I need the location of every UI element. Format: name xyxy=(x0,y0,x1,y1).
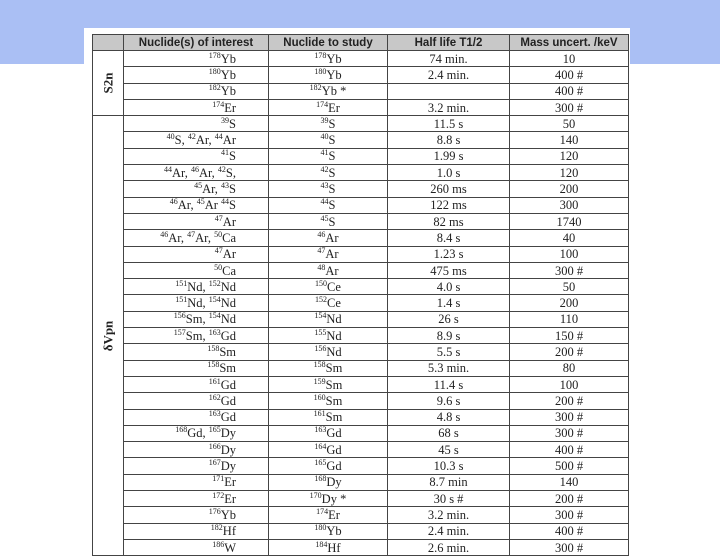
nuclide-of-interest-cell: $^{156}$Sm, $^{154}$Nd xyxy=(124,311,269,327)
table-row xyxy=(93,523,629,539)
mass-uncertainty-cell: 50 xyxy=(510,116,629,132)
mass-uncertainty-cell: 200 xyxy=(510,181,629,197)
mass-uncertainty-cell: 120 xyxy=(510,165,629,181)
half-life-cell: 45 s xyxy=(388,442,510,458)
nuclide-of-interest-cell: $^{172}$Er xyxy=(124,491,269,507)
mass-uncertainty-cell: 400 # xyxy=(510,523,629,539)
nuclide-of-interest-cell: $^{158}$Sm xyxy=(124,360,269,376)
nuclide-to-study-cell: $^{45}$S xyxy=(269,213,388,229)
table-row xyxy=(93,491,629,507)
table-row xyxy=(93,360,629,376)
header-half-life: Half life T1/2 xyxy=(388,35,510,51)
table-row xyxy=(93,246,629,262)
mass-uncertainty-cell: 140 xyxy=(510,132,629,148)
half-life-cell: 260 ms xyxy=(388,181,510,197)
nuclide-to-study-cell: $^{48}$Ar xyxy=(269,262,388,278)
mass-uncertainty-cell: 200 # xyxy=(510,344,629,360)
nuclide-of-interest-cell: $^{46}$Ar, $^{45}$Ar $^{44}$S xyxy=(124,197,269,213)
half-life-cell: 3.2 min. xyxy=(388,99,510,115)
half-life-cell: 11.4 s xyxy=(388,376,510,392)
table-row xyxy=(93,507,629,523)
nuclide-to-study-cell: $^{164}$Gd xyxy=(269,442,388,458)
table-row xyxy=(93,474,629,490)
mass-uncertainty-cell: 300 # xyxy=(510,409,629,425)
nuclide-to-study-cell: $^{40}$S xyxy=(269,132,388,148)
table-row xyxy=(93,132,629,148)
table-row xyxy=(93,279,629,295)
half-life-cell: 1.99 s xyxy=(388,148,510,164)
nuclide-to-study-cell: $^{156}$Nd xyxy=(269,344,388,360)
nuclide-to-study-cell: $^{46}$Ar xyxy=(269,230,388,246)
half-life-cell: 8.8 s xyxy=(388,132,510,148)
table-row xyxy=(93,393,629,409)
half-life-cell: 2.4 min. xyxy=(388,523,510,539)
half-life-cell: 10.3 s xyxy=(388,458,510,474)
mass-uncertainty-cell: 100 xyxy=(510,376,629,392)
half-life-cell xyxy=(388,83,510,99)
mass-uncertainty-cell: 300 # xyxy=(510,425,629,441)
nuclide-to-study-cell: $^{182}$Yb * xyxy=(269,83,388,99)
nuclide-to-study-cell: $^{184}$Hf xyxy=(269,539,388,555)
half-life-cell: 4.0 s xyxy=(388,279,510,295)
table-row xyxy=(93,458,629,474)
mass-uncertainty-cell: 110 xyxy=(510,311,629,327)
group-label-cell xyxy=(93,51,124,116)
mass-uncertainty-cell: 50 xyxy=(510,279,629,295)
half-life-cell: 9.6 s xyxy=(388,393,510,409)
nuclide-to-study-cell: $^{152}$Ce xyxy=(269,295,388,311)
nuclide-to-study-cell: $^{180}$Yb xyxy=(269,67,388,83)
nuclide-of-interest-cell: $^{161}$Gd xyxy=(124,376,269,392)
mass-uncertainty-cell: 10 xyxy=(510,51,629,67)
nuclide-to-study-cell: $^{44}$S xyxy=(269,197,388,213)
table-row xyxy=(93,51,629,67)
nuclide-to-study-cell: $^{168}$Dy xyxy=(269,474,388,490)
nuclide-to-study-cell: $^{42}$S xyxy=(269,165,388,181)
table-row xyxy=(93,376,629,392)
nuclide-of-interest-cell: $^{45}$Ar, $^{43}$S xyxy=(124,181,269,197)
header-row xyxy=(93,35,629,51)
header-study: Nuclide to study xyxy=(269,35,388,51)
table-row xyxy=(93,83,629,99)
half-life-cell: 82 ms xyxy=(388,213,510,229)
half-life-cell: 4.8 s xyxy=(388,409,510,425)
mass-uncertainty-cell: 1740 xyxy=(510,213,629,229)
nuclide-to-study-cell: $^{165}$Gd xyxy=(269,458,388,474)
nuclide-to-study-cell: $^{163}$Gd xyxy=(269,425,388,441)
nuclide-of-interest-cell: $^{47}$Ar xyxy=(124,246,269,262)
nuclide-of-interest-cell: $^{162}$Gd xyxy=(124,393,269,409)
mass-uncertainty-cell: 300 xyxy=(510,197,629,213)
half-life-cell: 8.7 min xyxy=(388,474,510,490)
mass-uncertainty-cell: 80 xyxy=(510,360,629,376)
table-row xyxy=(93,311,629,327)
half-life-cell: 26 s xyxy=(388,311,510,327)
group-label: δVpn xyxy=(100,320,116,351)
mass-uncertainty-cell: 500 # xyxy=(510,458,629,474)
mass-uncertainty-cell: 200 xyxy=(510,295,629,311)
mass-uncertainty-cell: 150 # xyxy=(510,328,629,344)
half-life-cell: 1.4 s xyxy=(388,295,510,311)
table-row xyxy=(93,116,629,132)
nuclide-of-interest-cell: $^{40}$S, $^{42}$Ar, $^{44}$Ar xyxy=(124,132,269,148)
half-life-cell: 30 s # xyxy=(388,491,510,507)
nuclide-of-interest-cell: $^{50}$Ca xyxy=(124,262,269,278)
half-life-cell: 1.23 s xyxy=(388,246,510,262)
half-life-cell: 8.4 s xyxy=(388,230,510,246)
nuclide-to-study-cell: $^{174}$Er xyxy=(269,99,388,115)
half-life-cell: 3.2 min. xyxy=(388,507,510,523)
nuclide-of-interest-cell: $^{186}$W xyxy=(124,539,269,555)
nuclide-to-study-cell: $^{41}$S xyxy=(269,148,388,164)
mass-uncertainty-cell: 40 xyxy=(510,230,629,246)
nuclide-of-interest-cell: $^{178}$Yb xyxy=(124,51,269,67)
mass-uncertainty-cell: 200 # xyxy=(510,393,629,409)
table-row xyxy=(93,165,629,181)
half-life-cell: 5.3 min. xyxy=(388,360,510,376)
nuclide-of-interest-cell: $^{44}$Ar, $^{46}$Ar, $^{42}$S, xyxy=(124,165,269,181)
mass-uncertainty-cell: 300 # xyxy=(510,99,629,115)
nuclide-to-study-cell: $^{180}$Yb xyxy=(269,523,388,539)
table-row xyxy=(93,295,629,311)
table-row xyxy=(93,262,629,278)
half-life-cell: 8.9 s xyxy=(388,328,510,344)
nuclide-to-study-cell: $^{43}$S xyxy=(269,181,388,197)
half-life-cell: 74 min. xyxy=(388,51,510,67)
nuclide-table xyxy=(92,34,629,556)
table-row xyxy=(93,328,629,344)
table-row xyxy=(93,181,629,197)
nuclide-to-study-cell: $^{47}$Ar xyxy=(269,246,388,262)
group-label-cell xyxy=(93,116,124,556)
table-row xyxy=(93,344,629,360)
nuclide-to-study-cell: $^{170}$Dy * xyxy=(269,491,388,507)
nuclide-of-interest-cell: $^{182}$Hf xyxy=(124,523,269,539)
nuclide-of-interest-cell: $^{163}$Gd xyxy=(124,409,269,425)
nuclide-to-study-cell: $^{159}$Sm xyxy=(269,376,388,392)
mass-uncertainty-cell: 400 # xyxy=(510,83,629,99)
table-row xyxy=(93,442,629,458)
mass-uncertainty-cell: 300 # xyxy=(510,539,629,555)
nuclide-of-interest-cell: $^{180}$Yb xyxy=(124,67,269,83)
nuclide-of-interest-cell: $^{182}$Yb xyxy=(124,83,269,99)
nuclide-of-interest-cell: $^{171}$Er xyxy=(124,474,269,490)
mass-uncertainty-cell: 140 xyxy=(510,474,629,490)
nuclide-to-study-cell: $^{174}$Er xyxy=(269,507,388,523)
nuclide-of-interest-cell: $^{168}$Gd, $^{165}$Dy xyxy=(124,425,269,441)
nuclide-to-study-cell: $^{154}$Nd xyxy=(269,311,388,327)
half-life-cell: 68 s xyxy=(388,425,510,441)
table-row xyxy=(93,539,629,555)
table-row xyxy=(93,425,629,441)
table-row xyxy=(93,213,629,229)
nuclide-of-interest-cell: $^{176}$Yb xyxy=(124,507,269,523)
nuclide-of-interest-cell: $^{158}$Sm xyxy=(124,344,269,360)
table-row xyxy=(93,99,629,115)
nuclide-to-study-cell: $^{178}$Yb xyxy=(269,51,388,67)
table-body xyxy=(93,51,629,556)
nuclide-to-study-cell: $^{155}$Nd xyxy=(269,328,388,344)
half-life-cell: 2.6 min. xyxy=(388,539,510,555)
header-group xyxy=(93,35,124,51)
nuclide-of-interest-cell: $^{151}$Nd, $^{154}$Nd xyxy=(124,295,269,311)
table-row xyxy=(93,409,629,425)
nuclide-of-interest-cell: $^{151}$Nd, $^{152}$Nd xyxy=(124,279,269,295)
nuclide-to-study-cell: $^{150}$Ce xyxy=(269,279,388,295)
half-life-cell: 11.5 s xyxy=(388,116,510,132)
group-label: S2n xyxy=(100,72,115,94)
nuclide-of-interest-cell: $^{46}$Ar, $^{47}$Ar, $^{50}$Ca xyxy=(124,230,269,246)
mass-uncertainty-cell: 400 # xyxy=(510,67,629,83)
mass-uncertainty-cell: 300 # xyxy=(510,262,629,278)
nuclide-to-study-cell: $^{158}$Sm xyxy=(269,360,388,376)
half-life-cell: 2.4 min. xyxy=(388,67,510,83)
table-row xyxy=(93,230,629,246)
nuclide-of-interest-cell: $^{41}$S xyxy=(124,148,269,164)
nuclide-of-interest-cell: $^{167}$Dy xyxy=(124,458,269,474)
header-interest: Nuclide(s) of interest xyxy=(124,35,269,51)
mass-uncertainty-cell: 200 # xyxy=(510,491,629,507)
nuclide-of-interest-cell: $^{39}$S xyxy=(124,116,269,132)
nuclide-of-interest-cell: $^{47}$Ar xyxy=(124,213,269,229)
nuclide-to-study-cell: $^{39}$S xyxy=(269,116,388,132)
nuclide-of-interest-cell: $^{166}$Dy xyxy=(124,442,269,458)
mass-uncertainty-cell: 120 xyxy=(510,148,629,164)
half-life-cell: 5.5 s xyxy=(388,344,510,360)
mass-uncertainty-cell: 300 # xyxy=(510,507,629,523)
nuclide-of-interest-cell: $^{157}$Sm, $^{163}$Gd xyxy=(124,328,269,344)
nuclide-of-interest-cell: $^{174}$Er xyxy=(124,99,269,115)
half-life-cell: 1.0 s xyxy=(388,165,510,181)
table-row xyxy=(93,67,629,83)
nuclide-to-study-cell: $^{160}$Sm xyxy=(269,393,388,409)
mass-uncertainty-cell: 400 # xyxy=(510,442,629,458)
half-life-cell: 475 ms xyxy=(388,262,510,278)
table-row xyxy=(93,197,629,213)
half-life-cell: 122 ms xyxy=(388,197,510,213)
mass-uncertainty-cell: 100 xyxy=(510,246,629,262)
nuclide-to-study-cell: $^{161}$Sm xyxy=(269,409,388,425)
header-mass: Mass uncert. /keV xyxy=(510,35,629,51)
table-row xyxy=(93,148,629,164)
